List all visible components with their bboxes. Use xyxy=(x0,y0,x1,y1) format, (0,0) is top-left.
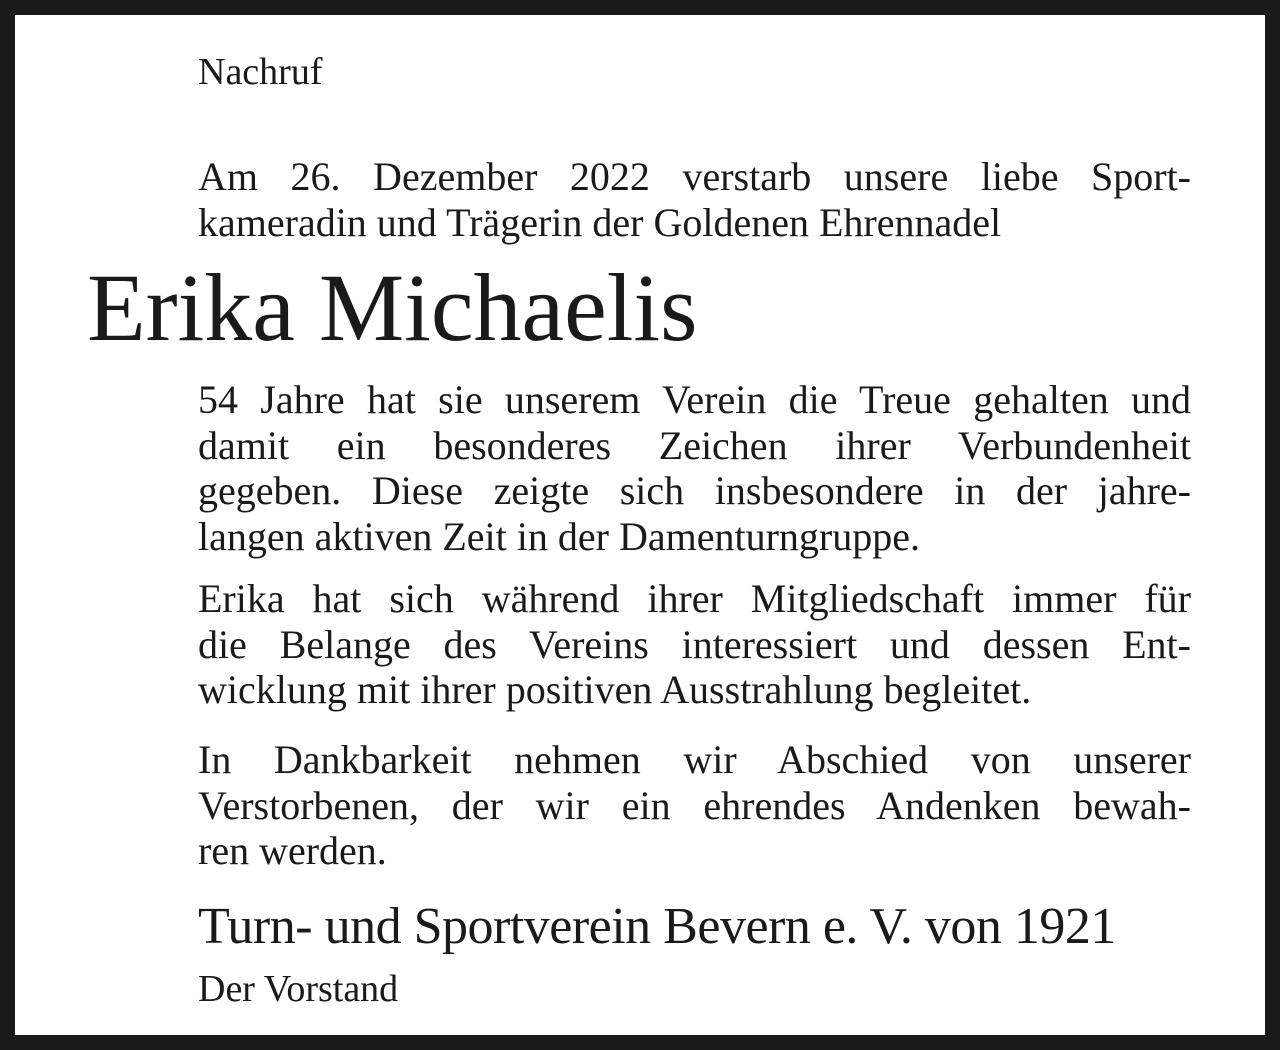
paragraph-line: ren werden. xyxy=(198,828,387,873)
deceased-name: Erika Michaelis xyxy=(87,254,698,361)
intro-paragraph xyxy=(198,154,1191,245)
paragraph-line: wicklung mit ihrer positiven Ausstrahlung begleitet. xyxy=(198,667,1032,712)
paragraph-line: die Belange des Vereins interessiert und dessen Ent- xyxy=(198,621,1191,667)
paragraph-farewell xyxy=(198,737,1191,874)
club-name: Turn- und Sportverein Bevern e. V. von 1921 xyxy=(198,898,1116,955)
paragraph-line: gegeben. Diese zeigte sich insbesondere in der jahre- xyxy=(198,468,1191,513)
paragraph-line: damit ein besonderes Zeichen ihrer Verbundenheit xyxy=(198,422,1191,468)
paragraph-line: Erika hat sich während ihrer Mitgliedschaft immer für xyxy=(198,576,1191,621)
intro-line: Am 26. Dezember 2022 verstarb unsere liebe Sport- xyxy=(198,154,1191,199)
paragraph-line: langen aktiven Zeit in der Damenturngruppe. xyxy=(198,513,920,559)
board-signature: Der Vorstand xyxy=(198,968,399,1010)
paragraph-line: 54 Jahre hat sie unserem Verein die Treue gehalten und xyxy=(198,377,1191,422)
paragraph-line: In Dankbarkeit nehmen wir Abschied von unserer xyxy=(198,737,1191,782)
paragraph-membership xyxy=(198,377,1191,559)
intro-line: kameradin und Trägerin der Goldenen Ehrennadel xyxy=(198,199,1002,245)
notice-heading: Nachruf xyxy=(198,51,323,93)
paragraph-engagement xyxy=(198,576,1191,713)
paragraph-line: Verstorbenen, der wir ein ehrendes Andenken bewah- xyxy=(198,782,1191,828)
